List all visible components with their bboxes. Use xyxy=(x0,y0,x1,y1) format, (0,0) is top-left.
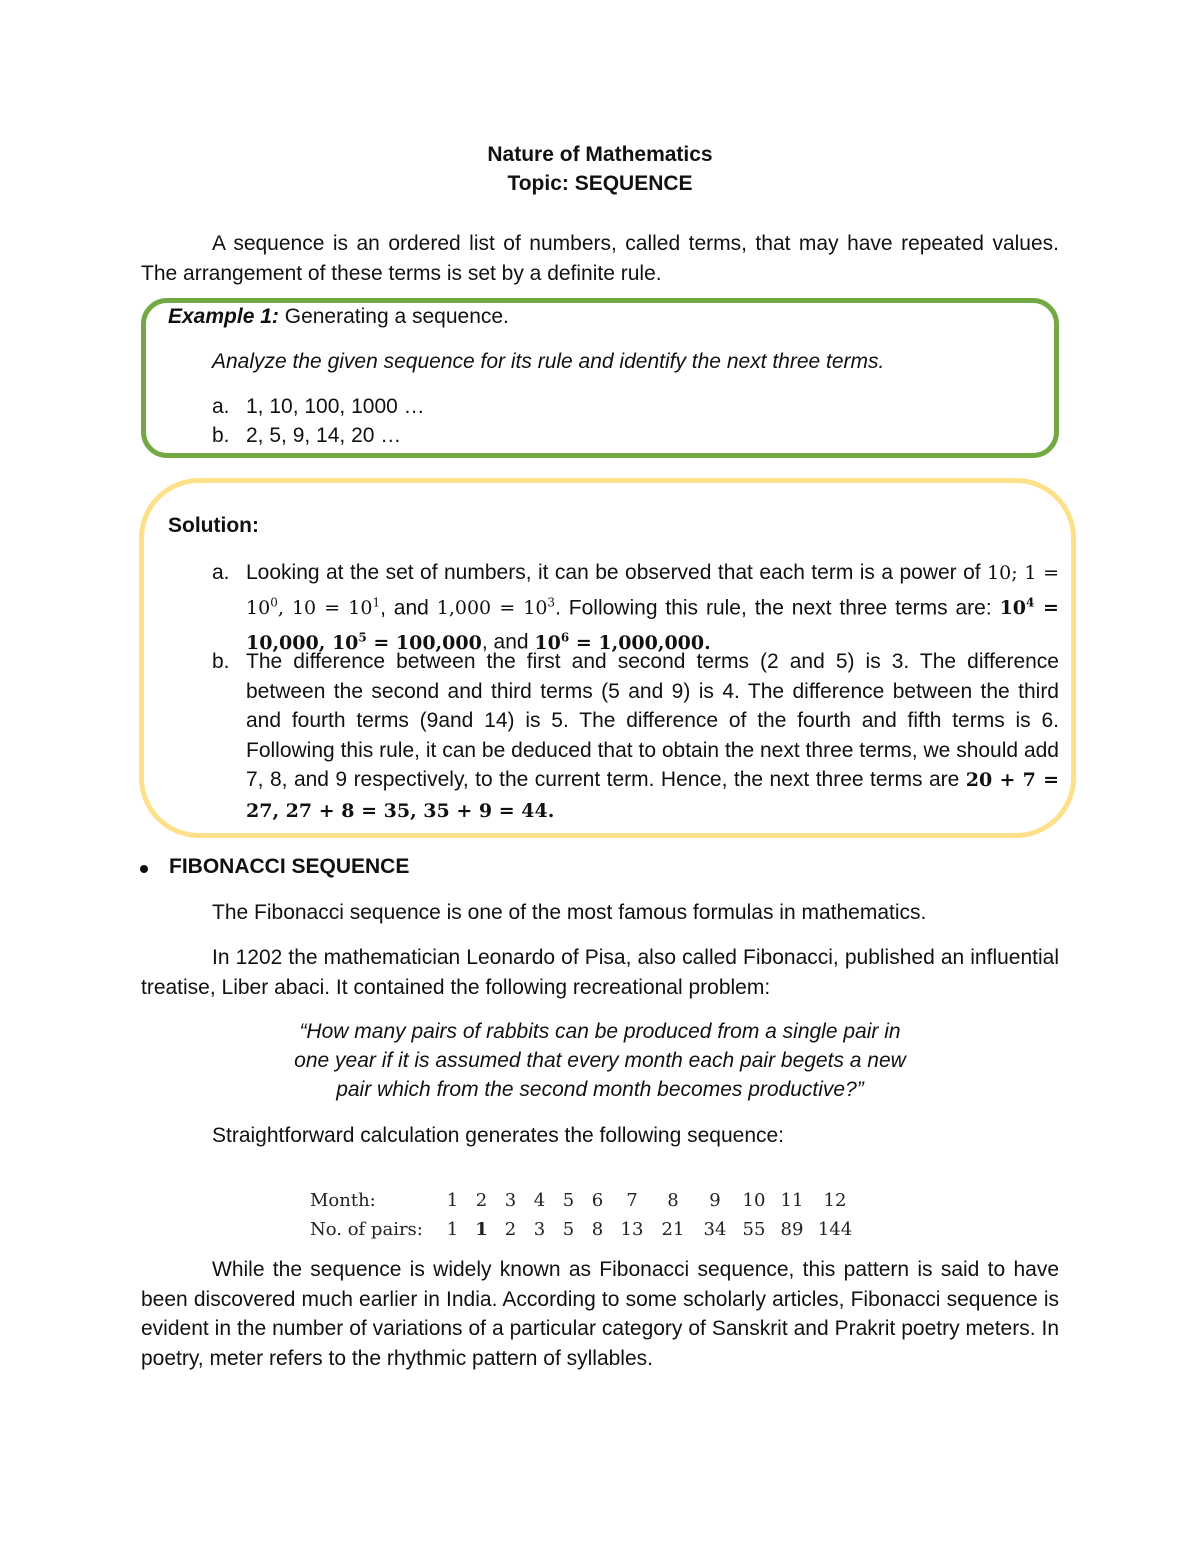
bullet-icon xyxy=(140,865,148,873)
fibonacci-p3: Straightforward calculation generates the following sequence: xyxy=(212,1124,785,1147)
solution-item-a xyxy=(212,558,1059,658)
table-cell: 5 xyxy=(562,1190,575,1211)
table-cell: 4 xyxy=(533,1190,546,1211)
list-marker: b. xyxy=(212,650,230,673)
quote-line-1: “How many pairs of rabbits can be produced from a single pair in xyxy=(299,1020,901,1043)
table-row-month xyxy=(310,1186,858,1215)
list-marker: b. xyxy=(212,424,230,447)
table-cell: 34 xyxy=(703,1219,727,1240)
table-cell: 144 xyxy=(817,1219,853,1240)
example-heading-text: Generating a sequence. xyxy=(284,305,509,328)
table-cell: 6 xyxy=(591,1190,604,1211)
fibonacci-table xyxy=(310,1186,858,1244)
table-cell: 8 xyxy=(591,1219,604,1240)
intro-paragraph: A sequence is an ordered list of numbers, called terms, that may have repeated values. The arrangement of these terms is set by a definite rule. xyxy=(141,232,1059,285)
math-1000: $1,000 = 10^3$ xyxy=(436,595,556,619)
month-label: Month: xyxy=(310,1190,376,1211)
example-heading xyxy=(168,305,509,329)
example-label: Example 1: xyxy=(168,305,279,328)
table-cell: 12 xyxy=(823,1190,847,1211)
table-cell: 89 xyxy=(780,1219,804,1240)
solution-item-b xyxy=(212,647,1059,826)
fibonacci-p1: The Fibonacci sequence is one of the most famous formulas in mathematics. xyxy=(212,901,927,924)
table-cell: 13 xyxy=(620,1219,644,1240)
table-cell: 5 xyxy=(562,1219,575,1240)
math-last-term: $10^6 = 1,000,000$. xyxy=(534,630,711,654)
table-cell: 55 xyxy=(742,1219,766,1240)
table-cell: 1 xyxy=(475,1219,488,1240)
topic-heading: Topic: SEQUENCE xyxy=(507,172,693,195)
table-cell: 3 xyxy=(504,1190,517,1211)
table-cell: 10 xyxy=(742,1190,766,1211)
example-item-b xyxy=(212,424,401,448)
table-cell: 1 xyxy=(446,1190,459,1211)
table-cell: 7 xyxy=(626,1190,638,1211)
math-sums: 20 + 7 = 27, 27 + 8 = 35, 35 + 9 = 44. xyxy=(246,769,1059,822)
example-instruction: Analyze the given sequence for its rule and identify the next three terms. xyxy=(212,350,885,373)
table-cell: 3 xyxy=(533,1219,546,1240)
list-text: 2, 5, 9, 14, 20 … xyxy=(246,424,402,447)
fibonacci-p2: In 1202 the mathematician Leonardo of Pisa, also called Fibonacci, published an influential treatise, Liber abaci. It contained the following recreational problem: xyxy=(141,946,1059,999)
table-cell: 11 xyxy=(780,1190,804,1211)
table-cell: 21 xyxy=(661,1219,685,1240)
quote-line-3: pair which from the second month becomes productive?” xyxy=(336,1078,864,1101)
fibonacci-heading-text: FIBONACCI SEQUENCE xyxy=(169,855,410,878)
list-text: 1, 10, 100, 1000 … xyxy=(246,395,425,418)
table-cell: 9 xyxy=(709,1190,721,1211)
solution-b-text: The difference between the first and second terms (2 and 5) is 3. The difference between the second and third terms (5 and 9) is 4. The difference between the third and fourth terms (9and 14) is 5. The difference of the fourth and fifth terms is 6. Following this rule, it can be deduced that to obtain the next three terms, we should add 7, 8, and 9 respectively, to the current term. Hence, the next three terms are 20 + 7 = 27, 27 + 8 = 35, 35 + 9 = 44. xyxy=(246,650,1059,822)
solution-label: Solution: xyxy=(168,514,259,537)
math-next-terms: $10^4 = 10,000$, $10^5 = 100,000$ xyxy=(246,595,1059,654)
list-marker: a. xyxy=(212,395,230,418)
table-cell: 2 xyxy=(475,1190,488,1211)
list-marker: a. xyxy=(212,561,230,584)
example-item-a xyxy=(212,395,425,419)
table-row-pairs xyxy=(310,1215,858,1244)
table-cell: 1 xyxy=(446,1219,459,1240)
math-10: 10; $1 = 10^0$, $10 = 10^1$ xyxy=(246,562,1059,619)
document-title: Nature of Mathematics xyxy=(487,143,713,166)
fibonacci-heading xyxy=(140,855,409,879)
solution-a-text1: Looking at the set of numbers, it can be observed that each term is a power of xyxy=(246,561,981,584)
solution-a-text: Looking at the set of numbers, it can be observed that each term is a power of 10; $1 = 10^0$, $10 = 10^1$, and $1,000 = 10^3$. Following this rule, the next three terms are: $10^4 = 10,000$, $10^5 = 100,000$, and $10^6 = 1,000,000$. xyxy=(246,561,1059,654)
table-cell: 2 xyxy=(504,1219,517,1240)
table-cell: 8 xyxy=(667,1190,679,1211)
fibonacci-p4: While the sequence is widely known as Fibonacci sequence, this pattern is said to have been discovered much earlier in India. According to some scholarly articles, Fibonacci sequence is evident in the number of variations of a particular category of Sanskrit and Prakrit poetry meters. In poetry, meter refers to the rhythmic pattern of syllables. xyxy=(141,1258,1059,1370)
pairs-label: No. of pairs: xyxy=(310,1219,423,1240)
quote-line-2: one year if it is assumed that every month each pair begets a new xyxy=(294,1049,906,1072)
